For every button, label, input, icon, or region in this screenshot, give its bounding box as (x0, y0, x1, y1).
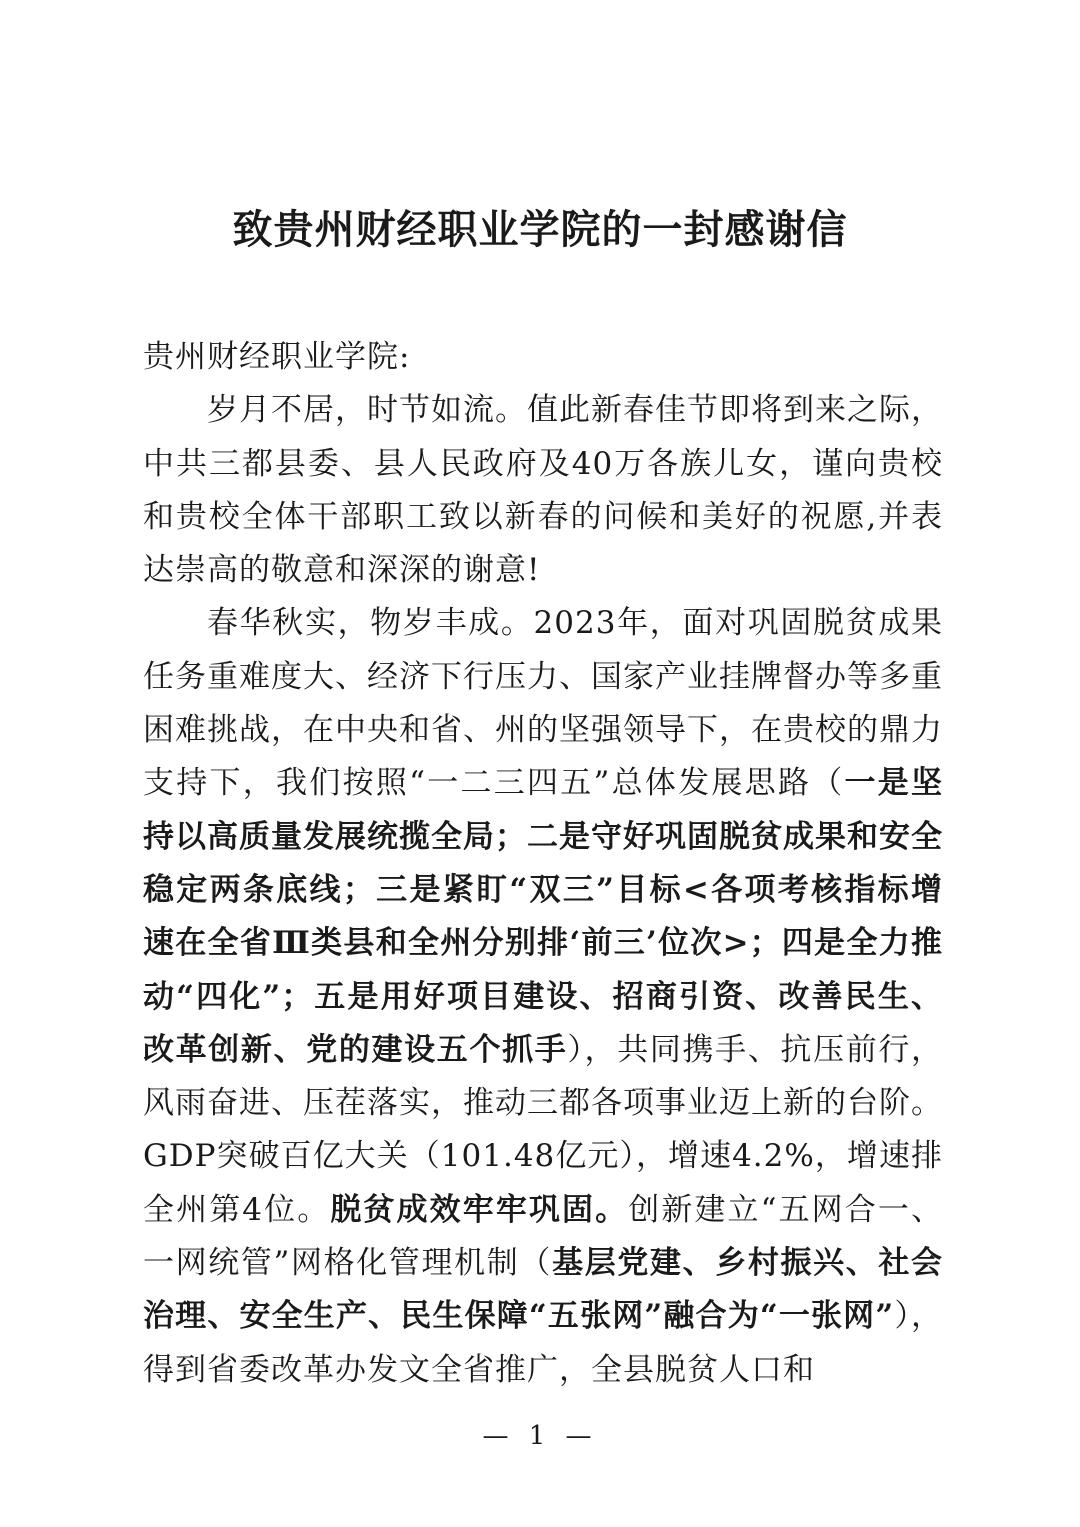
paragraph-achievements (143, 597, 943, 1396)
page-number: — 1 — (482, 1421, 598, 1451)
salutation: 贵州财经职业学院: (143, 339, 411, 375)
paragraph-text: ），得到省委改革办发文全省推广，全县脱贫人口和 (143, 1298, 944, 1388)
letter-body (143, 331, 943, 1397)
development-strategy-text: 一是坚持以高质量发展统揽全局；二是守好巩固脱贫成果和安全稳定两条底线；三是紧盯“双三”目标<各项考核指标增速在全省Ⅲ类县和全州分别排‘前三’位次>；四是全力推动“四化”；五是用好项目建设、招商引资、改善民生、改革创新、党的建设五个抓手 (143, 765, 943, 1068)
document-title: 致贵州财经职业学院的一封感谢信 (232, 206, 848, 253)
paragraph-greeting: 岁月不居，时节如流。值此新春佳节即将到来之际，中共三都县委、县人民政府及40万各族儿女，谨向贵校和贵校全体干部职工致以新春的问候和美好的祝愿,并表达崇高的敬意和深深的谢意! (143, 392, 943, 589)
paragraph-text: ），共同携手、抗压前行，风雨奋进、压茬落实，推动三都各项事业迈上新的台阶。GDP突破百亿大关（101.48亿元），增速4.2%，增速排全州第4位。 (143, 1031, 944, 1228)
paragraph-text: 春华秋实，物岁丰成。2023年，面对巩固脱贫成果任务重难度大、经济下行压力、国家产业挂牌督办等多重困难挑战，在中央和省、州的坚强领导下，在贵校的鼎力支持下，我们按照“一二三四五”总体发展思路（ (143, 605, 943, 802)
paragraph-text: 创新建立“五网合一、一网统管”网格化管理机制（ (143, 1191, 943, 1282)
poverty-alleviation-heading: 脱贫成效牢牢巩固。 (330, 1191, 629, 1228)
five-networks-text: 基层党建、乡村振兴、社会治理、安全生产、民生保障“五张网”融合为“一张网” (143, 1245, 944, 1335)
